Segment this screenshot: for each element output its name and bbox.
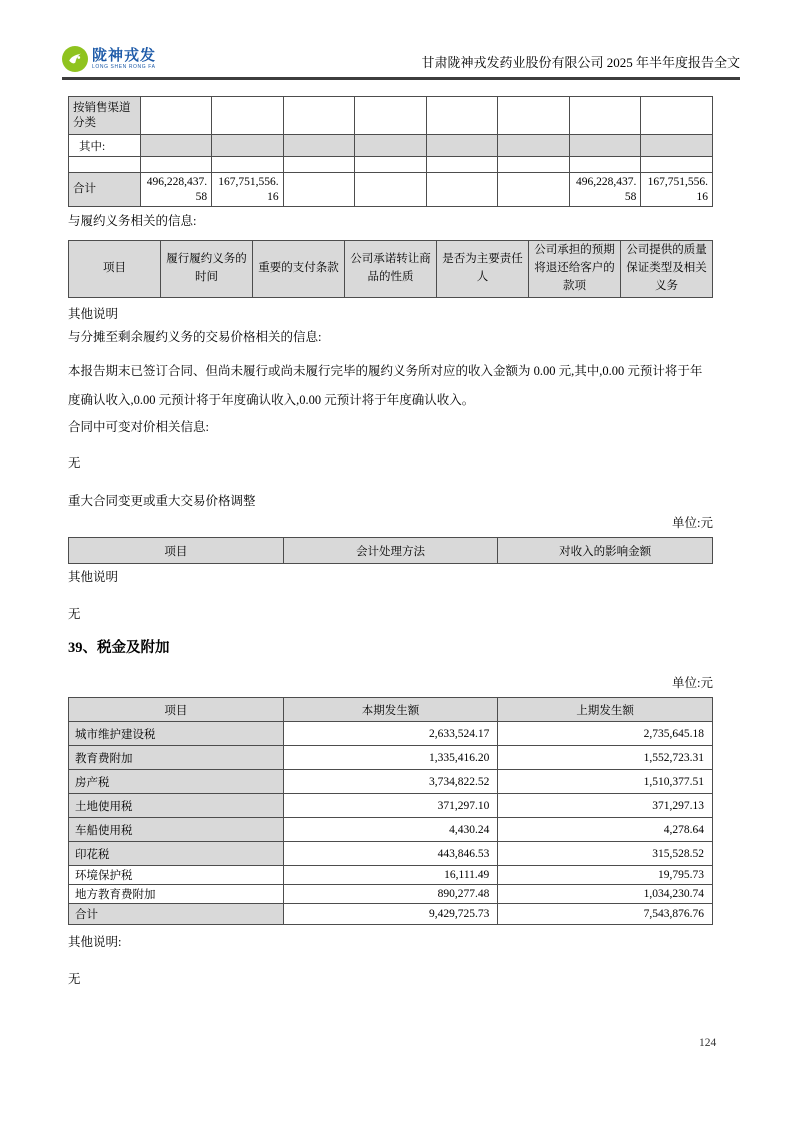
unfulfilled-obligation-paragraph: 本报告期末已签订合同、但尚未履行或尚未履行完毕的履约义务所对应的收入金额为 0.00 元,其中,0.00 元预计将于年度确认收入,0.00 元预计将于年度确认收入,0.00 元预计将于年度确认收入。 [68,364,703,407]
table-row [69,746,713,770]
tax-prior-cell: 2,735,645.18 [498,722,713,746]
table-row [69,770,713,794]
brand-name-en: LONG SHEN RONG FA [92,64,156,70]
header-cell: 重要的支付条款 [253,241,345,298]
section-39-heading: 39、税金及附加 [68,640,170,656]
header-cell: 公司承担的预期将退还给客户的款项 [529,241,621,298]
header-cell: 项目 [69,698,284,722]
table-row [69,866,713,885]
leaping-figure-icon [65,49,85,69]
company-brand [62,46,156,72]
tax-item-cell: 环境保护税 [69,866,284,885]
empty-cell [426,157,498,173]
empty-cell [641,97,713,135]
header-cell: 公司提供的质量保证类型及相关义务 [621,241,713,298]
table-total-row [69,904,713,925]
empty-cell [498,173,570,207]
header-cell: 项目 [69,241,161,298]
header-cell: 项目 [69,538,284,564]
header-cell: 本期发生额 [283,698,498,722]
header-cell: 对收入的影响金额 [498,538,713,564]
empty-cell [426,135,498,157]
empty-cell [426,173,498,207]
empty-cell [283,173,355,207]
header-cell: 上期发生额 [498,698,713,722]
empty-cell [212,135,284,157]
table-row [69,722,713,746]
company-logo-icon [62,46,88,72]
table-header-row [69,698,713,722]
channel-total-value-cell: 167,751,556.16 [212,173,284,207]
header-cell: 是否为主要责任人 [437,241,529,298]
table-header-row [69,538,713,564]
tax-prior-cell: 7,543,876.76 [498,904,713,925]
accounting-treatment-table [68,537,713,564]
tax-item-cell: 车船使用税 [69,818,284,842]
other-note-label: 其他说明: [68,935,122,949]
table-row [69,842,713,866]
empty-cell [140,157,212,173]
empty-cell [498,157,570,173]
tax-prior-cell: 1,510,377.51 [498,770,713,794]
tax-current-cell: 1,335,416.20 [283,746,498,770]
tax-prior-cell: 371,297.13 [498,794,713,818]
brand-name-cn: 陇神戎发 [92,47,157,64]
channel-total-value-cell: 496,228,437.58 [569,173,641,207]
brand-text [92,48,156,70]
tax-prior-cell: 4,278.64 [498,818,713,842]
major-change-label: 重大合同变更或重大交易价格调整 [68,494,256,508]
report-title: 甘肃陇神戎发药业股份有限公司 2025 年半年度报告全文 [421,55,740,70]
table-row [69,173,713,207]
empty-cell [641,135,713,157]
table-row [69,157,713,173]
header-cell: 公司承诺转让商品的性质 [345,241,437,298]
empty-cell [212,157,284,173]
empty-cell [283,135,355,157]
empty-cell [355,157,427,173]
empty-cell [426,97,498,135]
none-label: 无 [68,456,81,470]
empty-cell [212,97,284,135]
tax-current-cell: 890,277.48 [283,885,498,904]
other-note-label: 其他说明 [68,307,119,321]
header-cell: 会计处理方法 [283,538,498,564]
empty-cell [355,173,427,207]
sales-channel-table [68,96,713,207]
tax-prior-cell: 1,034,230.74 [498,885,713,904]
variable-price-info-label: 合同中可变对价相关信息: [68,420,209,434]
tax-item-cell: 教育费附加 [69,746,284,770]
table-row [69,794,713,818]
empty-cell [569,135,641,157]
tax-current-cell: 16,111.49 [283,866,498,885]
channel-among-cell: 其中: [69,135,141,157]
empty-cell [355,97,427,135]
tax-item-cell: 房产税 [69,770,284,794]
performance-obligation-table [68,240,713,298]
obligation-info-label: 与履约义务相关的信息: [68,214,197,228]
tax-prior-cell: 1,552,723.31 [498,746,713,770]
empty-cell [569,157,641,173]
tax-current-cell: 371,297.10 [283,794,498,818]
none-label: 无 [68,972,81,986]
empty-cell [283,97,355,135]
tax-prior-cell: 315,528.52 [498,842,713,866]
tax-current-cell: 9,429,725.73 [283,904,498,925]
unit-label: 单位:元 [672,676,713,690]
channel-category-cell: 按销售渠道分类 [69,97,141,135]
remaining-price-info-label: 与分摊至剩余履约义务的交易价格相关的信息: [68,330,322,344]
header-cell: 履行履约义务的时间 [161,241,253,298]
tax-current-cell: 4,430.24 [283,818,498,842]
tax-prior-cell: 19,795.73 [498,866,713,885]
page-number: 124 [699,1037,717,1049]
none-label: 无 [68,607,81,621]
tax-item-cell: 印花税 [69,842,284,866]
empty-cell [69,157,141,173]
unit-label: 单位:元 [672,516,713,530]
table-row [69,885,713,904]
tax-current-cell: 3,734,822.52 [283,770,498,794]
table-row [69,97,713,135]
empty-cell [498,97,570,135]
table-header-row [69,241,713,298]
empty-cell [641,157,713,173]
empty-cell [140,135,212,157]
other-note-label: 其他说明 [68,570,119,584]
tax-surcharge-table [68,697,713,925]
tax-item-cell: 土地使用税 [69,794,284,818]
table-row [69,818,713,842]
tax-item-cell: 合计 [69,904,284,925]
report-body [68,96,713,987]
channel-total-label-cell: 合计 [69,173,141,207]
tax-current-cell: 443,846.53 [283,842,498,866]
channel-total-value-cell: 167,751,556.16 [641,173,713,207]
tax-item-cell: 地方教育费附加 [69,885,284,904]
empty-cell [498,135,570,157]
channel-total-value-cell: 496,228,437.58 [140,173,212,207]
empty-cell [140,97,212,135]
empty-cell [569,97,641,135]
empty-cell [283,157,355,173]
table-row [69,135,713,157]
page-header [62,46,740,80]
tax-item-cell: 城市维护建设税 [69,722,284,746]
tax-current-cell: 2,633,524.17 [283,722,498,746]
empty-cell [355,135,427,157]
